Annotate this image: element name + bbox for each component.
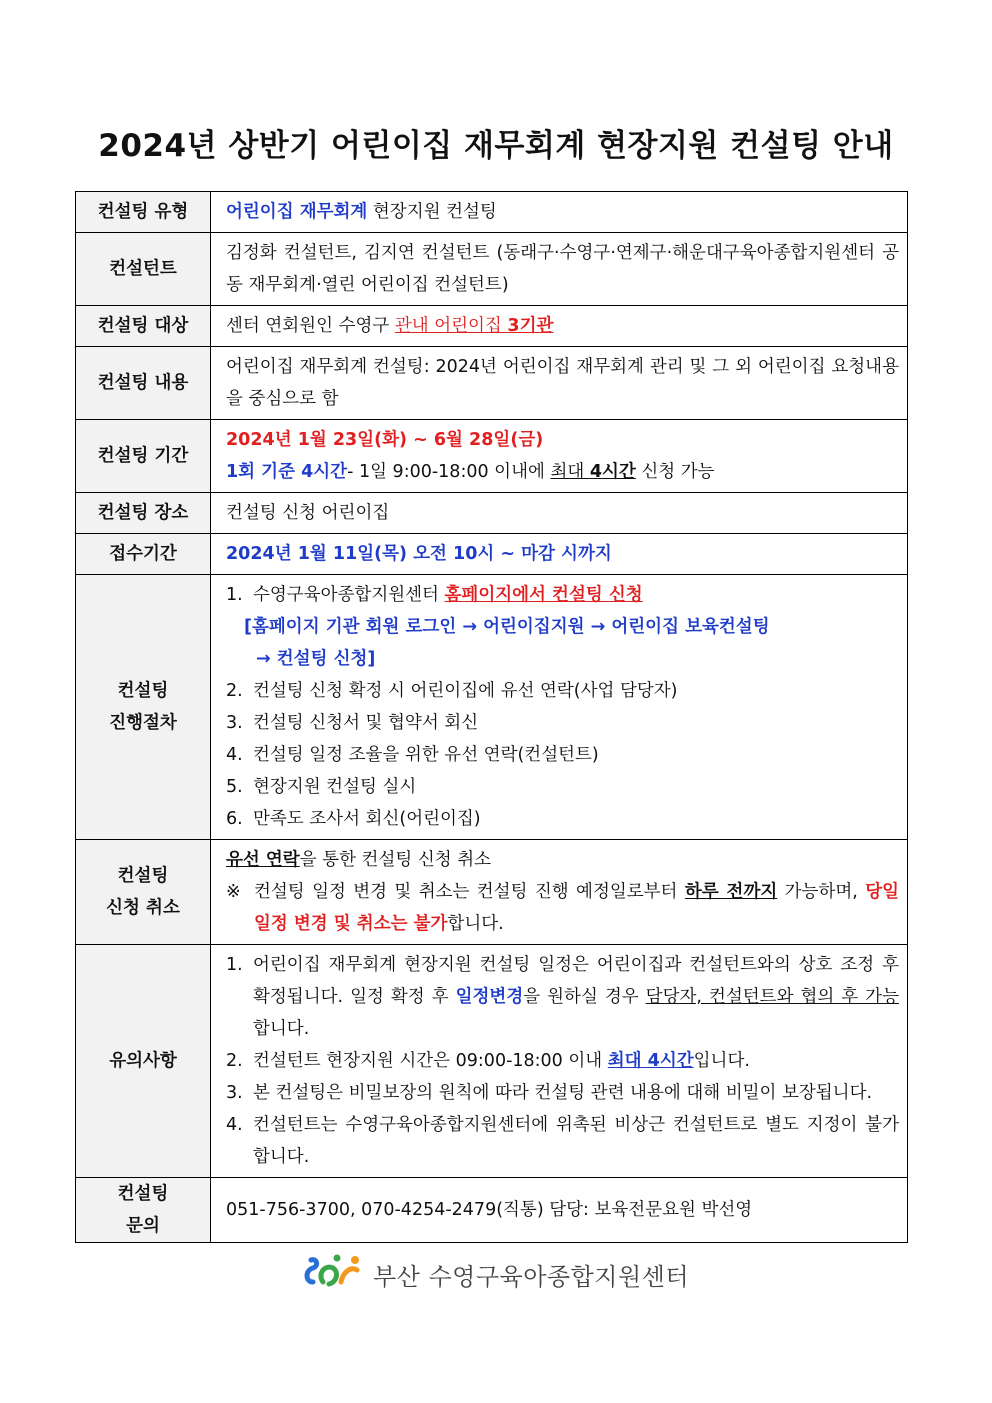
step-text (253, 579, 899, 611)
note-a: 컨설팅 일정 변경 및 취소는 컨설팅 진행 예정일로부터 (254, 882, 685, 902)
note-number: 3. (226, 1083, 243, 1103)
homepage-path-line-2: → 컨설팅 신청] (256, 649, 376, 669)
row-cancel (76, 840, 908, 945)
row-label: 컨설팅 대상 (76, 306, 211, 347)
target-prefix: 센터 연회원인 수영구 (226, 316, 395, 336)
row-label: 접수기간 (76, 534, 211, 575)
place-text: 컨설팅 신청 어린이집 (211, 493, 908, 534)
procedure-label-2: 진행절차 (109, 713, 177, 733)
note-text (254, 876, 899, 940)
list-item (226, 675, 899, 707)
note-deadline: 하루 전까지 (684, 882, 778, 902)
info-table (75, 191, 908, 1243)
type-rest: 현장지원 컨설팅 (367, 202, 497, 222)
n1-change: 일정변경 (455, 987, 524, 1007)
row-value (211, 420, 908, 493)
note-c: 합니다. (447, 914, 504, 934)
list-item (226, 739, 899, 771)
step-text: 컨설팅 신청 확정 시 어린이집에 유선 연락(사업 담당자) (253, 681, 678, 701)
consultant-text: 김정화 컨설턴트, 김지연 컨설턴트 (동래구·수영구·연제구·해운대구육아종합지원센터 공동 재무회계·열린 어린이집 컨설턴트) (211, 233, 908, 306)
list-item (226, 803, 899, 835)
row-content (76, 347, 908, 420)
row-value (211, 575, 908, 840)
n2-max: 최대 4시간 (607, 1051, 694, 1071)
page-title: 2024년 상반기 어린이집 재무회계 현장지원 컨설팅 안내 (98, 128, 894, 164)
notes-list (226, 949, 899, 1173)
note-number: 1. (226, 955, 243, 975)
row-target (76, 306, 908, 347)
footer (0, 1252, 992, 1296)
note-text: 컨설턴트는 수영구육아종합지원센터에 위촉된 비상근 컨설턴트로 별도 지정이 불가합니다. (253, 1115, 899, 1167)
list-item (226, 771, 899, 803)
row-value (211, 840, 908, 945)
step-text: 현장지원 컨설팅 실시 (253, 777, 417, 797)
row-value (211, 192, 908, 233)
note-number: 4. (226, 1115, 243, 1135)
row-notes (76, 945, 908, 1178)
n2-b: 입니다. (693, 1051, 750, 1071)
n1-c: 합니다. (253, 1019, 310, 1039)
row-reception (76, 534, 908, 575)
period-max-bold: 4시간 (589, 462, 636, 482)
step-number: 3. (226, 713, 243, 733)
n2-a: 컨설턴트 현장지원 시간은 09:00-18:00 이내 (253, 1051, 608, 1071)
n1-b: 을 원하실 경우 (523, 987, 646, 1007)
n1-contact: 담당자, 컨설턴트와 협의 후 가능 (645, 987, 899, 1007)
note-b: 가능하며, (777, 882, 866, 902)
center-logo-icon (303, 1252, 365, 1296)
row-label (76, 1178, 211, 1243)
period-basis-line (226, 456, 899, 488)
row-value (211, 306, 908, 347)
note-number: 2. (226, 1051, 243, 1071)
cancel-label-2: 신청 취소 (106, 898, 180, 918)
period-mid: - 1일 9:00-18:00 이내에 (347, 462, 551, 482)
procedure-steps-rest (226, 675, 899, 835)
period-basis: 1회 기준 4시간 (226, 462, 348, 482)
procedure-label-1: 컨설팅 (117, 681, 169, 701)
center-name: 부산 수영구육아종합지원센터 (372, 1262, 690, 1291)
step-number: 5. (226, 777, 243, 797)
procedure-steps (226, 579, 899, 611)
target-highlight: 관내 어린이집 (394, 316, 508, 336)
row-procedure (76, 575, 908, 840)
step1-text: 수영구육아종합지원센터 (253, 585, 445, 605)
cancel-line-1 (226, 844, 899, 876)
period-max-plain: 최대 (550, 462, 590, 482)
note-text (253, 1045, 899, 1077)
row-label: 컨설팅 내용 (76, 347, 211, 420)
content-text: 어린이집 재무회계 컨설팅: 2024년 어린이집 재무회계 관리 및 그 외 어린이집 요청내용을 중심으로 함 (211, 347, 908, 420)
target-count: 3기관 (507, 316, 554, 336)
step-number: 1. (226, 585, 243, 605)
row-label (76, 575, 211, 840)
period-tail: 신청 가능 (635, 462, 715, 482)
list-item (226, 1109, 899, 1173)
note-text (253, 949, 899, 1045)
reception-text: 2024년 1월 11일(목) 오전 10시 ~ 마감 시까지 (211, 534, 908, 575)
row-place (76, 493, 908, 534)
row-value (211, 945, 908, 1178)
inquiry-label-2: 문의 (126, 1216, 160, 1236)
row-label: 유의사항 (76, 945, 211, 1178)
homepage-path-line-1: [홈페이지 기관 회원 로그인 → 어린이집지원 → 어린이집 보육컨설팅 (244, 617, 770, 637)
cancel-line-rest: 을 통한 컨설팅 신청 취소 (299, 850, 492, 870)
inquiry-label-1: 컨설팅 (117, 1184, 169, 1204)
n1-a: 어린이집 재무회계 현장지원 컨설팅 일정은 어린이집과 컨설턴트와의 상호 조정 후 확정됩니다. 일정 확정 후 (253, 955, 899, 1007)
note-same-day: 당일 일정 변경 및 취소는 불가 (254, 882, 899, 934)
row-label: 컨설팅 기간 (76, 420, 211, 493)
step-text: 만족도 조사서 회신(어린이집) (253, 809, 481, 829)
list-item (226, 707, 899, 739)
inquiry-text: 051-756-3700, 070-4254-2479(직통) 담당: 보육전문요원 박선영 (211, 1178, 908, 1243)
step-text: 컨설팅 일정 조율을 위한 유선 연락(컨설턴트) (253, 745, 599, 765)
row-consultant (76, 233, 908, 306)
cancel-note (226, 876, 899, 940)
cancel-phone-bold: 유선 연락 (226, 850, 300, 870)
cancel-label-1: 컨설팅 (117, 866, 169, 886)
list-item (226, 949, 899, 1045)
row-period (76, 420, 908, 493)
row-label: 컨설팅 장소 (76, 493, 211, 534)
list-item (226, 1045, 899, 1077)
row-label (76, 840, 211, 945)
row-inquiry (76, 1178, 908, 1243)
row-type (76, 192, 908, 233)
homepage-apply-link[interactable]: 홈페이지에서 컨설팅 신청 (444, 585, 643, 605)
note-text: 본 컨설팅은 비밀보장의 원칙에 따라 컨설팅 관련 내용에 대해 비밀이 보장됩니다. (253, 1083, 873, 1103)
row-label: 컨설턴트 (76, 233, 211, 306)
note-mark: ※ (226, 882, 241, 902)
step-number: 2. (226, 681, 243, 701)
list-item (226, 579, 899, 611)
row-label: 컨설팅 유형 (76, 192, 211, 233)
type-highlight: 어린이집 재무회계 (226, 202, 368, 222)
step-number: 6. (226, 809, 243, 829)
step-text: 컨설팅 신청서 및 협약서 회신 (253, 713, 479, 733)
step-number: 4. (226, 745, 243, 765)
list-item (226, 1077, 899, 1109)
period-dates: 2024년 1월 23일(화) ~ 6월 28일(금) (226, 430, 544, 450)
